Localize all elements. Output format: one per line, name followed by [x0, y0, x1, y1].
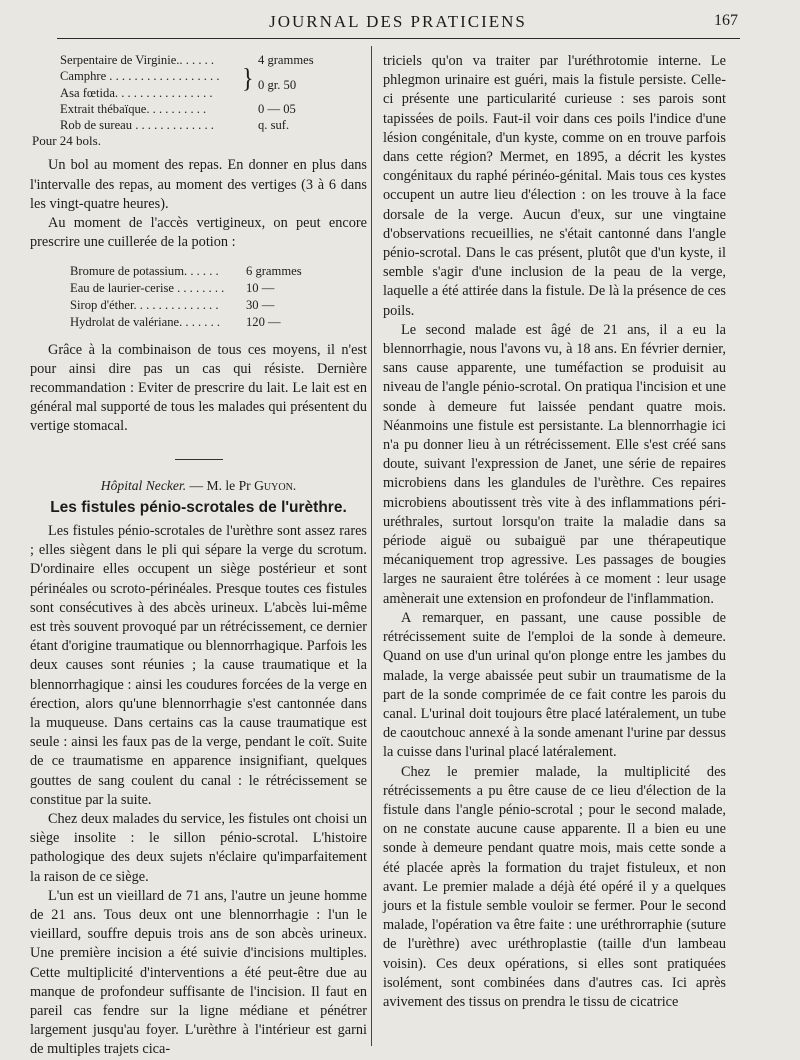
- paragraph: Chez le premier malade, la multiplicité des rétrécissements a pu être cause de ce lieu d'élection de la fistule dans l'angle pénio-scrotal ; pour le second malade, on ne constate aucune cause apparente. Il a bien eu une sonde à demeure pendant quatre mois, mais cette sonde a été placée après la formation du trajet fistuleux, et non avant. Le premier malade a déjà été opéré il y a quelques jours et la fistule semble vouloir se fermer. Pour le second malade, l'opération va être faite : une uréthrorraphie (suture de l'urèthre) avec uréthroplastie (taille d'un lambeau voisin). Ces deux opérations, si elles sont pratiquées isolément, sont combinées dans d'autres cas. Ici après avivement des tissus on prendra le tissu de cicatrice: [383, 763, 726, 1010]
- ingredient-name: Serpentaire de Virginie.. . . . . .: [60, 53, 215, 67]
- recipe-line: [70, 314, 367, 331]
- ingredient-qty: q. suf.: [258, 118, 290, 133]
- column-divider: [371, 46, 372, 1046]
- ingredient-name: Rob de sureau . . . . . . . . . . . . .: [60, 118, 214, 133]
- ingredient-qty: 6 grammes: [246, 263, 302, 278]
- recipe-line: [60, 68, 367, 84]
- ingredient-name: Extrait thébaïque. . . . . . . . . .: [60, 101, 207, 116]
- article-heading: Les fistules pénio-scrotales de l'urèthre.: [50, 498, 347, 516]
- page-header: [58, 10, 738, 36]
- ingredient-name: Camphre . . . . . . . . . . . . . . . . . .: [60, 69, 220, 84]
- ingredient-qty: 0 gr. 50: [258, 77, 297, 92]
- ingredient-name: Eau de laurier-cerise . . . . . . . .: [70, 280, 225, 295]
- paragraph: triciels qu'on va traiter par l'uréthrotomie interne. Le phlegmon urinaire est guéri, mais la fistule persiste. Celle-ci présente une particularité curieuse : ses parois sont tapissées de poils. Faut-il voir dans ces poils l'indice d'une lésion congénitale, d'un kyste, comme on en trouve parfois dans cette région? Mermet, en 1895, a décrit les kystes congénitaux du raphé périnéo-génital. Mais tous ces kystes occupent un autre lieu d'élection : on les trouve à la face dorsale de la verge. Aucun d'eux, sur une vingtaine d'observations recueillies, ne s'était cantonné dans l'angle pénio-scrotal. Dans le cas présent, plutôt que d'un kyste, il semble s'agir d'une inclusion de la peau de la verge, laquelle a été attirée dans la fistule. De là la présence de ces poils.: [383, 53, 726, 319]
- recipe-bols: [60, 52, 367, 133]
- ingredient-name: Sirop d'éther. . . . . . . . . . . . . .: [70, 297, 219, 312]
- paragraph: Les fistules pénio-scrotales de l'urèthre sont assez rares ; elles siègent dans le pli qui sépare la verge du scrotum. D'ordinaire elles occupent un siège postérieur et sont périnéales ou scroto-périnéales. Presque toutes ces fistules sont consécutives à des abcès urineux. L'abcès lui-même est très souvent provoqué par un rétrécissement, ce dernier étant d'origine traumatique ou blennorrhagique. Parfois les deux causes sont réunies ; la cause traumatique et la blennorrhagique : ainsi les coudures forcées de la verge en érection, alors qu'une blennorrhagie s'est cantonnée dans la muqueuse. Dans certains cas la cause traumatique est seule : ainsi les faux pas de la verge, pendant le coït. Suite de ce traumatisme en apparence insignifiant, quelques gouttes de sang coulent du canal : le rétrécissement se constitue par la suite.: [30, 522, 367, 808]
- ingredient-name: Bromure de potassium. . . . . .: [70, 263, 219, 278]
- ingredient-qty: 30 —: [246, 297, 275, 312]
- hospital-name: Hôpital Necker.: [100, 477, 187, 493]
- ingredient-name: Hydrolat de valériane. . . . . . .: [70, 314, 221, 329]
- recipe-line: [70, 280, 367, 297]
- section-divider: [175, 459, 223, 460]
- paragraph: L'un est un vieillard de 71 ans, l'autre un jeune homme de 21 ans. Tous deux ont une blennorrhagie : l'un le vieillard, souffre depuis trois ans de son abcès urineux. Une première incision a été suivie d'incisions multiples. Cette multiplicité d'interventions a été peut-être due au manque de profondeur suffisante de l'incision. Il faut en pareil cas fendre sur la ligne médiane et pénétrer largement jusqu'au foyer. L'urèthre à l'intérieur est garni de multiples trajets cica-: [30, 887, 367, 1058]
- ingredient-qty: 120 —: [246, 314, 281, 329]
- hospital-separator: — M. le Pr: [186, 477, 255, 493]
- recipe-line: [70, 297, 367, 314]
- paragraph: Grâce à la combinaison de tous ces moyens, il n'est pour ainsi dire pas un cas qui résiste. Dernière recommandation : Eviter de prescrire du lait. Le lait est en général mal supporté de tous les malades qui présentent du vertige stomacal.: [30, 341, 367, 435]
- left-column: [30, 52, 367, 1060]
- recipe-footer: Pour 24 bols.: [32, 133, 101, 149]
- recipe-line: [70, 263, 367, 280]
- ingredient-qty: 10 —: [246, 280, 275, 295]
- header-rule: [57, 38, 740, 39]
- recipe-potion: [70, 263, 367, 331]
- ingredient-qty: 0 — 05: [258, 101, 296, 116]
- journal-title: JOURNAL DES PRATICIENS: [269, 12, 527, 31]
- recipe-line: [60, 101, 367, 117]
- page-number: 167: [714, 12, 738, 29]
- paragraph: Un bol au moment des repas. En donner en plus dans l'intervalle des repas, au moment des vertiges (3 à 6 dans les vingt-quatre heures).: [30, 157, 367, 212]
- paragraph: Chez deux malades du service, les fistules ont choisi un siège insolite : le sillon pénio-scrotal. L'histoire pathologique des deux sujets n'éclaire qu'imparfaitement la raison de ce siège.: [30, 810, 367, 885]
- paragraph: A remarquer, en passant, une cause possible de rétrécissement suite de l'emploi de la sonde à demeure. Quand on use d'un urinal qu'on plonge entre les jambes du malade, la verge abaissée peut subir un traumatisme de la part de la sonde comprimée de ce fait contre les parois du canal. L'urinal doit toujours être placé latéralement, un tube de caoutchouc annexé à la sonde amenant l'urine par dessus la cuisse dans l'urinal placé latéralement.: [383, 609, 726, 761]
- recipe-line: [60, 52, 367, 68]
- right-column: [383, 52, 726, 1012]
- hospital-line: [30, 476, 367, 495]
- recipe-line: [60, 117, 367, 133]
- professor-name: Guyon.: [254, 477, 297, 493]
- recipe-line: [60, 77, 367, 101]
- paragraph: Au moment de l'accès vertigineux, on peut encore prescrire une cuillerée de la potion :: [30, 215, 367, 251]
- brace-glyph: }: [242, 64, 254, 94]
- ingredient-qty: 4 grammes: [258, 53, 314, 67]
- paragraph: Le second malade est âgé de 21 ans, il a eu la blennorrhagie, nous l'avons vu, à 18 ans. En février dernier, sans cause apparente, une tuméfaction se produisit au niveau de l'angle pénio-scrotal. On pratiqua l'incision et une sonde à demeure fut laissée pendant quatre mois. Néanmoins une fistule est persistante. La blennorrhagie ici n'a pu donner lieu à un rétrécissement. Elle s'est créé sans doute, suivant l'expression de Janet, une série de repaires microbiens dans les glandules de l'urèthre. Ces repaires microbiens aboutissent très vite à des inflammations péri-uréthrales, surtout lorsqu'on traite la maladie dans sa période aiguë ou subaiguë par une thérapeutique mécaniquement trop agressive. Les passages de bougies larges ne sauraient être tolérées à ce moment : leur usage amènerait une extension en profondeur de l'inflammation.: [383, 321, 727, 607]
- ingredient-name: Asa fœtida. . . . . . . . . . . . . . . .: [60, 85, 213, 100]
